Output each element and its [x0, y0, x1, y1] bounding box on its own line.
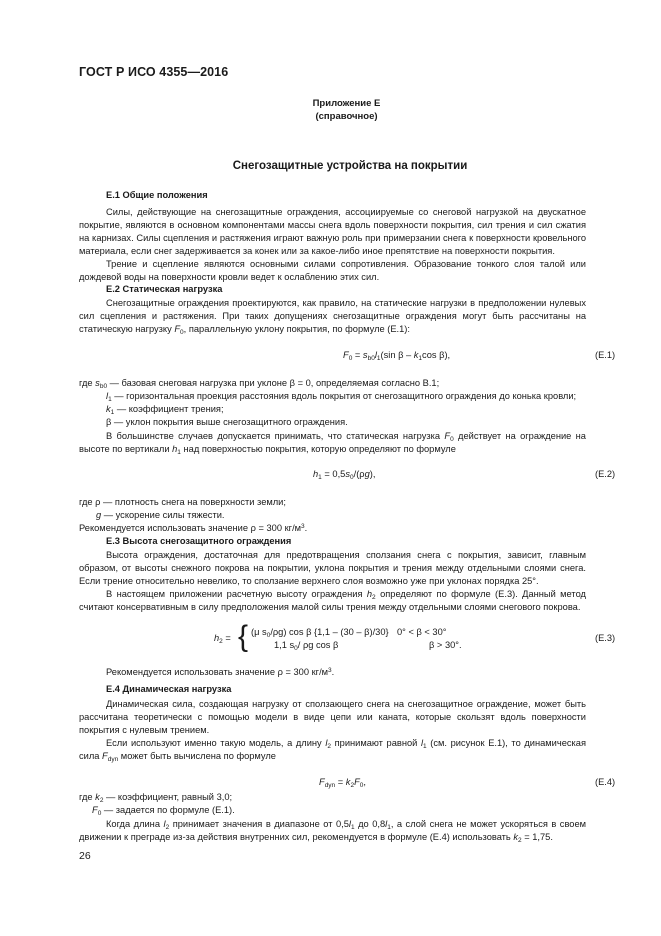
formula-e4-number: (E.4)	[595, 777, 616, 787]
where-k2: где $k_2$ — коэффициент, равный 3,0;	[79, 792, 233, 804]
recommendation-rho-e3: Рекомендуется использовать значение ρ = 300 $кг/м^3$.	[106, 667, 335, 677]
formula-e1-number: (E.1)	[595, 350, 616, 360]
where-k1: $k_1$ — коэффициент трения;	[106, 404, 224, 416]
recommendation-rho-e2: Рекомендуется использовать значение ρ = 300 $кг/м^3$.	[79, 523, 308, 533]
where-g: g — ускорение силы тяжести.	[96, 510, 225, 520]
where-s-b0: где $s_{b0}$ — базовая снеговая нагрузка при уклоне β = 0, определяемая согласно В.1;	[79, 378, 440, 390]
formula-e3-row-1: (μ $s_0/\rho g$) cos β {1,1 – (30 – β)/30}	[251, 627, 389, 639]
formula-e1: $F_0 = s_{b0}l_1(\sin$ β – $k_1\cos$ β),	[343, 350, 451, 362]
section-e3-paragraph-2: В настоящем приложении расчетную высоту ограждения $h_2$ определяют по формуле (Е.3). Данный метод считают консервативным в силу предположения малой силы трения между отдельными слоями снегового покрова.	[79, 589, 586, 612]
page-title: Снегозащитные устройства на покрытии	[232, 160, 468, 172]
section-e1-paragraph-1: Силы, действующие на снегозащитные ограждения, ассоциируемые со снеговой нагрузкой на двускатное покрытие, являются в основном компонентами массы снега вдоль поверхности покрытия, сил трения и сил сжатия на карнизах. Силы сцепления и растяжения играют важную роль при примерзании снега к поверхности кровельного материала, если снег задерживается за конек или за какое-либо иное препятствие на поверхности покрытия.	[79, 207, 586, 256]
formula-e4: $F_{dyn} = k_2F_0$,	[319, 777, 366, 789]
where-l1: $l_1$ — горизонтальная проекция расстояния вдоль покрытия от снегозащитного ограждения до конька кровли;	[106, 391, 577, 403]
annex-label: Приложение Е	[312, 98, 381, 109]
page-number: 26	[79, 850, 91, 862]
section-e2-paragraph-2: В большинстве случаев допускается принимать, что статическая нагрузка $F_0$ действует на ограждение на высоте по вертикали $h_1$ над поверхностью покрытия, которую определяют по формуле	[79, 431, 586, 456]
annex-type: (справочное)	[315, 111, 378, 122]
section-e1-paragraph-2: Трение и сцепление являются основными силами сопротивления. Образование тонкого слоя талой или дождевой воды на поверхности кровли ведет к ослаблению этих сил.	[79, 259, 586, 282]
section-e4-heading: Е.4 Динамическая нагрузка	[106, 684, 232, 694]
document-header: ГОСТ Р ИСО 4355—2016	[79, 65, 229, 79]
where-rho: где ρ — плотность снега на поверхности земли;	[79, 497, 286, 507]
formula-e3-lhs: $h_2$ =	[214, 633, 231, 645]
section-e2-paragraph-1: Снегозащитные ограждения проектируются, как правило, на статические нагрузки в предположении нулевых сил сцепления и растяжения. При таких допущениях снегозащитные ограждения могут быть рассчитаны на статическую нагрузку $F_0$, параллельную уклону покрытия, по формуле (Е.1):	[79, 298, 586, 336]
section-e4-paragraph-3: Когда длина $l_2$ принимает значения в диапазоне от $0,5l_1$ до $0,8l_1$, а слой снега не может ускоряться в своем движении к преграде из-за действия внутренних сил, рекомендуется в формуле (Е.4) использовать $k_2 = 1,75$.	[79, 819, 587, 844]
section-e1-heading: Е.1 Общие положения	[106, 190, 208, 200]
section-e2-heading: Е.2 Статическая нагрузка	[106, 284, 223, 294]
where-f0: $F_0$ — задается по формуле (Е.1).	[92, 805, 235, 817]
where-beta: β — уклон покрытия выше снегозащитного ограждения.	[106, 417, 348, 427]
section-e4-paragraph-1: Динамическая сила, создающая нагрузку от сползающего снега на снегозащитное ограждение, может быть рассчитана теоретически с помощью модели в виде цепи или каната, которые скользят вдоль поверхности покрытия с нулевым трением.	[79, 699, 586, 735]
formula-e2: $h_1 = 0,5s_0/(\rho g)$,	[313, 469, 376, 481]
section-e4-paragraph-2: Если используют именно такую модель, а длину $l_2$ принимают равной $l_1$ (см. рисунок Е.1), то динамическая сила $F_{dyn}$ может быть вычислена по формуле	[79, 738, 586, 763]
formula-e3-row-1-condition: 0° < β < 30°	[397, 627, 447, 637]
formula-e3-row-2: 1,1 $s_0/$ ρg cos β	[274, 640, 339, 652]
formula-e2-number: (E.2)	[595, 469, 616, 479]
formula-e3-number: (E.3)	[595, 633, 616, 643]
formula-e3-brace: {	[238, 620, 249, 653]
section-e3-heading: Е.3 Высота снегозащитного ограждения	[106, 536, 292, 546]
formula-e3-row-2-condition: β > 30°.	[429, 640, 462, 650]
section-e3-paragraph-1: Высота ограждения, достаточная для предотвращения сползания снега с покрытия, зависит, главным образом, от высоты снежного покрова на покрытии, уклона покрытия и трения между отдельными слоями снега. Если трение относительно невелико, то сползание верхнего слоя возможно уже при уклонах порядка 25°.	[79, 550, 586, 586]
